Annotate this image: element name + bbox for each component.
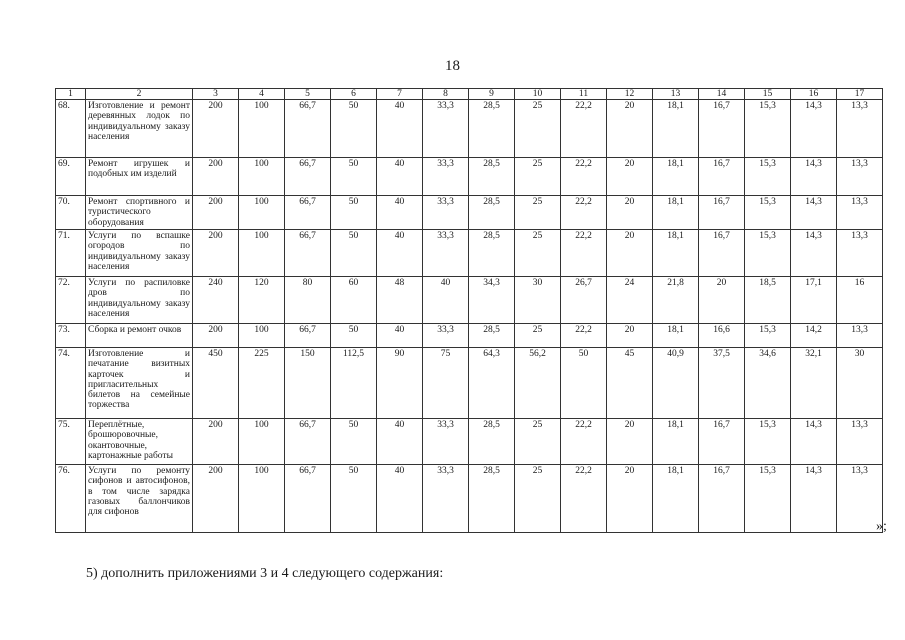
rate-value: 200: [193, 419, 239, 465]
rate-value: 40,9: [653, 348, 699, 419]
rate-value: 16: [837, 277, 883, 324]
rate-value: 40: [377, 158, 423, 196]
rate-value: 40: [377, 100, 423, 158]
rate-value: 18,1: [653, 196, 699, 230]
rate-value: 100: [239, 196, 285, 230]
rate-value: 16,7: [699, 419, 745, 465]
rate-value: 33,3: [423, 100, 469, 158]
rate-value: 14,3: [791, 465, 837, 533]
rate-value: 40: [423, 277, 469, 324]
rate-value: 240: [193, 277, 239, 324]
rate-value: 34,6: [745, 348, 791, 419]
rate-value: 20: [607, 324, 653, 348]
rate-value: 28,5: [469, 324, 515, 348]
header-cell: 14: [699, 89, 745, 100]
row-number: 68.: [56, 100, 86, 158]
rate-value: 28,5: [469, 465, 515, 533]
rate-value: 64,3: [469, 348, 515, 419]
rate-value: 16,7: [699, 196, 745, 230]
rate-value: 33,3: [423, 324, 469, 348]
rate-value: 22,2: [561, 324, 607, 348]
rate-value: 22,2: [561, 419, 607, 465]
rate-value: 20: [607, 465, 653, 533]
rate-value: 14,2: [791, 324, 837, 348]
rate-value: 100: [239, 324, 285, 348]
rate-value: 75: [423, 348, 469, 419]
header-cell: 9: [469, 89, 515, 100]
rate-value: 150: [285, 348, 331, 419]
rate-value: 13,3: [837, 230, 883, 277]
row-number: 71.: [56, 230, 86, 277]
rate-value: 40: [377, 419, 423, 465]
rate-value: 40: [377, 465, 423, 533]
service-name: Услуги по ремонту сифонов и автосифонов, в том числе зарядка газовых баллончиков для сифонов: [86, 465, 193, 533]
table-row: [56, 465, 883, 533]
rate-value: 200: [193, 100, 239, 158]
rate-value: 22,2: [561, 158, 607, 196]
table-row: [56, 419, 883, 465]
row-number: 73.: [56, 324, 86, 348]
page-number: 18: [445, 58, 460, 74]
rate-value: 120: [239, 277, 285, 324]
rate-value: 14,3: [791, 100, 837, 158]
rate-value: 20: [607, 196, 653, 230]
rate-value: 100: [239, 230, 285, 277]
rate-value: 33,3: [423, 465, 469, 533]
service-name: Изготовление и ремонт деревянных лодок по индивидуальному заказу населения: [86, 100, 193, 158]
rate-value: 21,8: [653, 277, 699, 324]
rate-value: 37,5: [699, 348, 745, 419]
table-row: [56, 196, 883, 230]
rate-value: 50: [331, 158, 377, 196]
rate-value: 66,7: [285, 230, 331, 277]
header-cell: 10: [515, 89, 561, 100]
header-cell: 1: [56, 89, 86, 100]
rate-value: 50: [331, 230, 377, 277]
rate-value: 13,3: [837, 465, 883, 533]
rate-value: 20: [607, 419, 653, 465]
rate-value: 48: [377, 277, 423, 324]
rate-value: 20: [607, 158, 653, 196]
header-cell: 4: [239, 89, 285, 100]
rate-value: 30: [837, 348, 883, 419]
rate-value: 15,3: [745, 100, 791, 158]
closing-quote-mark: »;: [876, 519, 887, 534]
rate-value: 50: [331, 419, 377, 465]
header-cell: 3: [193, 89, 239, 100]
rate-value: 28,5: [469, 100, 515, 158]
table-row: [56, 158, 883, 196]
rate-value: 28,5: [469, 419, 515, 465]
rate-value: 20: [607, 230, 653, 277]
rate-value: 15,3: [745, 419, 791, 465]
rate-value: 18,1: [653, 324, 699, 348]
rate-value: 22,2: [561, 196, 607, 230]
rate-value: 66,7: [285, 465, 331, 533]
rate-value: 20: [607, 100, 653, 158]
rate-value: 25: [515, 100, 561, 158]
rate-value: 26,7: [561, 277, 607, 324]
rate-value: 25: [515, 465, 561, 533]
row-number: 75.: [56, 419, 86, 465]
amendment-paragraph: 5) дополнить приложениями 3 и 4 следующего содержания:: [86, 566, 444, 581]
rate-value: 34,3: [469, 277, 515, 324]
rate-value: 33,3: [423, 158, 469, 196]
rate-value: 15,3: [745, 324, 791, 348]
rate-value: 16,7: [699, 465, 745, 533]
rate-value: 112,5: [331, 348, 377, 419]
rate-value: 22,2: [561, 230, 607, 277]
rate-value: 25: [515, 196, 561, 230]
rate-value: 33,3: [423, 230, 469, 277]
rate-value: 24: [607, 277, 653, 324]
table-row: [56, 230, 883, 277]
rate-value: 18,5: [745, 277, 791, 324]
rate-value: 16,6: [699, 324, 745, 348]
table-row: [56, 100, 883, 158]
rate-value: 45: [607, 348, 653, 419]
rate-value: 50: [331, 324, 377, 348]
rate-value: 28,5: [469, 230, 515, 277]
header-cell: 17: [837, 89, 883, 100]
rate-value: 200: [193, 158, 239, 196]
header-cell: 12: [607, 89, 653, 100]
rate-value: 18,1: [653, 100, 699, 158]
rate-value: 33,3: [423, 419, 469, 465]
row-number: 74.: [56, 348, 86, 419]
rate-value: 66,7: [285, 158, 331, 196]
rate-value: 200: [193, 196, 239, 230]
rate-value: 17,1: [791, 277, 837, 324]
rate-value: 15,3: [745, 465, 791, 533]
rate-value: 66,7: [285, 324, 331, 348]
row-number: 76.: [56, 465, 86, 533]
rate-value: 16,7: [699, 230, 745, 277]
rate-value: 13,3: [837, 100, 883, 158]
rate-value: 15,3: [745, 158, 791, 196]
rate-value: 100: [239, 465, 285, 533]
tariff-table: [55, 88, 883, 533]
rate-value: 28,5: [469, 196, 515, 230]
header-cell: 6: [331, 89, 377, 100]
rate-value: 60: [331, 277, 377, 324]
table-row: [56, 324, 883, 348]
header-cell: 7: [377, 89, 423, 100]
rate-value: 40: [377, 324, 423, 348]
rate-value: 32,1: [791, 348, 837, 419]
rate-value: 50: [331, 196, 377, 230]
rate-value: 200: [193, 465, 239, 533]
rate-value: 50: [331, 100, 377, 158]
rate-value: 16,7: [699, 100, 745, 158]
rate-value: 13,3: [837, 324, 883, 348]
rate-value: 33,3: [423, 196, 469, 230]
header-cell: 13: [653, 89, 699, 100]
rate-value: 66,7: [285, 196, 331, 230]
rate-value: 40: [377, 196, 423, 230]
service-name: Изготовление и печатание визитных карточек и пригласительных билетов на семейные торжества: [86, 348, 193, 419]
rate-value: 20: [699, 277, 745, 324]
rate-value: 80: [285, 277, 331, 324]
rate-value: 40: [377, 230, 423, 277]
rate-value: 18,1: [653, 465, 699, 533]
header-cell: 11: [561, 89, 607, 100]
rate-value: 14,3: [791, 196, 837, 230]
rate-value: 30: [515, 277, 561, 324]
rate-value: 66,7: [285, 100, 331, 158]
header-cell: 5: [285, 89, 331, 100]
header-cell: 16: [791, 89, 837, 100]
service-name: Ремонт спортивного и туристического оборудования: [86, 196, 193, 230]
rate-value: 25: [515, 419, 561, 465]
rate-value: 18,1: [653, 230, 699, 277]
rate-value: 50: [561, 348, 607, 419]
rate-value: 14,3: [791, 230, 837, 277]
rate-value: 200: [193, 324, 239, 348]
rate-value: 450: [193, 348, 239, 419]
rate-value: 100: [239, 419, 285, 465]
rate-value: 200: [193, 230, 239, 277]
rate-value: 100: [239, 100, 285, 158]
rate-value: 14,3: [791, 158, 837, 196]
row-number: 72.: [56, 277, 86, 324]
rate-value: 15,3: [745, 230, 791, 277]
rate-value: 28,5: [469, 158, 515, 196]
table-row: [56, 277, 883, 324]
rate-value: 25: [515, 158, 561, 196]
service-name: Сборка и ремонт очков: [86, 324, 193, 348]
service-name: Переплётные, брошюровочные, окантовочные, картонажные работы: [86, 419, 193, 465]
rate-value: 16,7: [699, 158, 745, 196]
header-cell: 8: [423, 89, 469, 100]
header-cell: 15: [745, 89, 791, 100]
rate-value: 56,2: [515, 348, 561, 419]
row-number: 69.: [56, 158, 86, 196]
rate-value: 22,2: [561, 465, 607, 533]
rate-value: 15,3: [745, 196, 791, 230]
rate-value: 13,3: [837, 419, 883, 465]
table-header-row: [56, 89, 883, 100]
row-number: 70.: [56, 196, 86, 230]
service-name: Услуги по вспашке огородов по индивидуальному заказу населения: [86, 230, 193, 277]
rate-value: 90: [377, 348, 423, 419]
rate-value: 13,3: [837, 196, 883, 230]
rate-value: 18,1: [653, 158, 699, 196]
rate-value: 14,3: [791, 419, 837, 465]
service-name: Услуги по распиловке дров по индивидуальному заказу населения: [86, 277, 193, 324]
rate-value: 66,7: [285, 419, 331, 465]
rate-value: 13,3: [837, 158, 883, 196]
rate-value: 25: [515, 230, 561, 277]
rate-value: 25: [515, 324, 561, 348]
rate-value: 50: [331, 465, 377, 533]
table-row: [56, 348, 883, 419]
rate-value: 225: [239, 348, 285, 419]
rate-value: 22,2: [561, 100, 607, 158]
rate-value: 100: [239, 158, 285, 196]
service-name: Ремонт игрушек и подобных им изделий: [86, 158, 193, 196]
rate-value: 18,1: [653, 419, 699, 465]
header-cell: 2: [86, 89, 193, 100]
